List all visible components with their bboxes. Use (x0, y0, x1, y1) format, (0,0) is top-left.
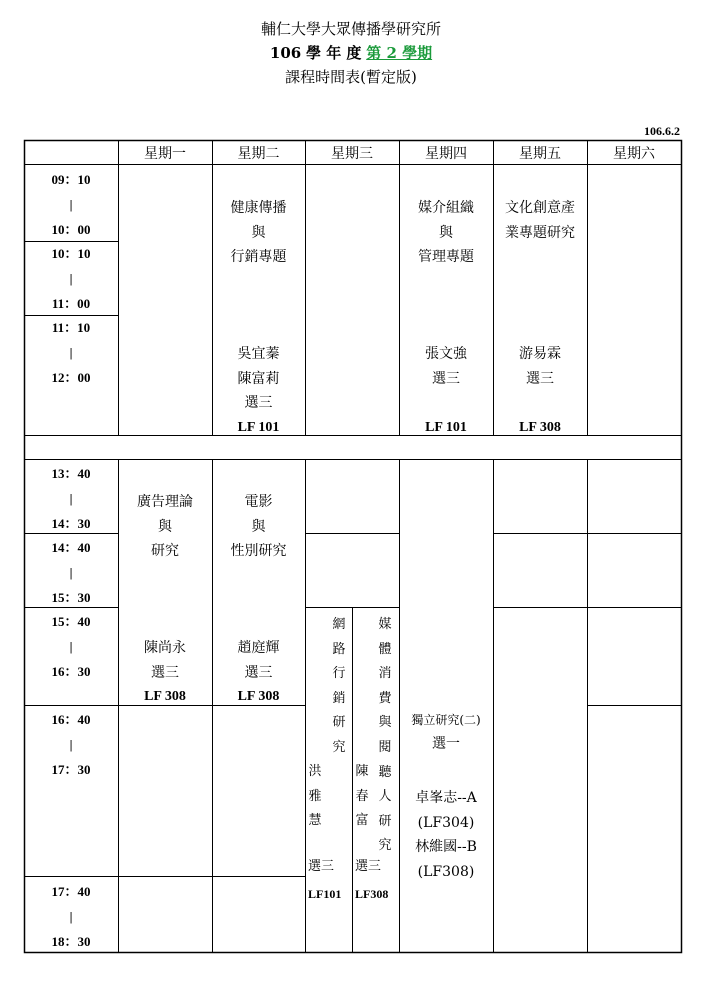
course-film-gender: 電影 與 性別研究 (230, 494, 287, 559)
time-slot: 16：40 | 17：30 (51, 712, 91, 777)
course-media-consumption-teacher: 陳 春 富 (355, 764, 369, 829)
course-independent-study-advisors: 卓峯志--A (LF304) 林維國--B (LF308) (415, 790, 477, 880)
school-title: 輔仁大學大眾傳播學研究所 (260, 20, 441, 38)
time-slot: 10：10 | 11：00 (51, 246, 91, 311)
course-advertising-theory: 廣告理論 與 研究 (137, 494, 193, 559)
schedule-title: 課程時間表(暫定版) (285, 68, 417, 86)
course-cultural-creative: 文化創意產 業專題研究 (505, 200, 575, 241)
course-media-consumption-room: LF308 (355, 887, 389, 901)
day-sat: 星期六 (613, 146, 655, 162)
time-slot: 15：40 | 16：30 (51, 614, 91, 679)
day-fri: 星期五 (519, 146, 561, 162)
semester: 第 2 學期 (366, 44, 433, 62)
course-film-info: 趙庭輝 選三 LF 308 (237, 640, 280, 704)
course-media-consumption-type: 選三 (355, 859, 382, 874)
course-net-marketing-teacher: 洪 雅 慧 (308, 764, 322, 829)
course-media-organization-info: 張文強 選三 LF 101 (425, 346, 467, 435)
time-slot: 09：10 | 10：00 (51, 172, 91, 237)
year-number: 106 (269, 44, 302, 62)
course-net-marketing-type: 選三 (308, 859, 335, 874)
course-cultural-creative-info: 游易霖 選三 LF 308 (519, 346, 561, 435)
course-independent-study-title: 獨立研究(二) (411, 713, 481, 727)
year-label: 學 年 度 (305, 44, 362, 62)
course-media-consumption-title: 媒 體 消 費 與 閱 聽 人 研 究 (378, 617, 392, 854)
day-mon: 星期一 (144, 146, 186, 162)
course-health-communication: 健康傳播 與 行銷專題 (230, 200, 287, 265)
course-net-marketing-room: LF101 (308, 887, 342, 901)
time-slot: 17：40 | 18：30 (51, 884, 91, 949)
day-tue: 星期二 (237, 146, 280, 162)
course-independent-study-type: 選一 (432, 736, 460, 752)
time-slot: 11：10 | 12：00 (51, 320, 91, 385)
day-wed: 星期三 (331, 146, 373, 162)
course-advertising-info: 陳尚永 選三 LF 308 (144, 640, 186, 704)
course-net-marketing-title: 網 路 行 銷 研 究 (332, 617, 346, 755)
time-slot: 14：40 | 15：30 (51, 540, 91, 605)
day-thu: 星期四 (425, 146, 467, 162)
time-slot: 13：40 | 14：30 (51, 466, 91, 531)
course-media-organization: 媒介組織 與 管理專題 (418, 200, 474, 265)
version-date: 106.6.2 (644, 124, 680, 138)
course-health-info: 吳宜蓁 陳富莉 選三 LF 101 (237, 346, 280, 435)
